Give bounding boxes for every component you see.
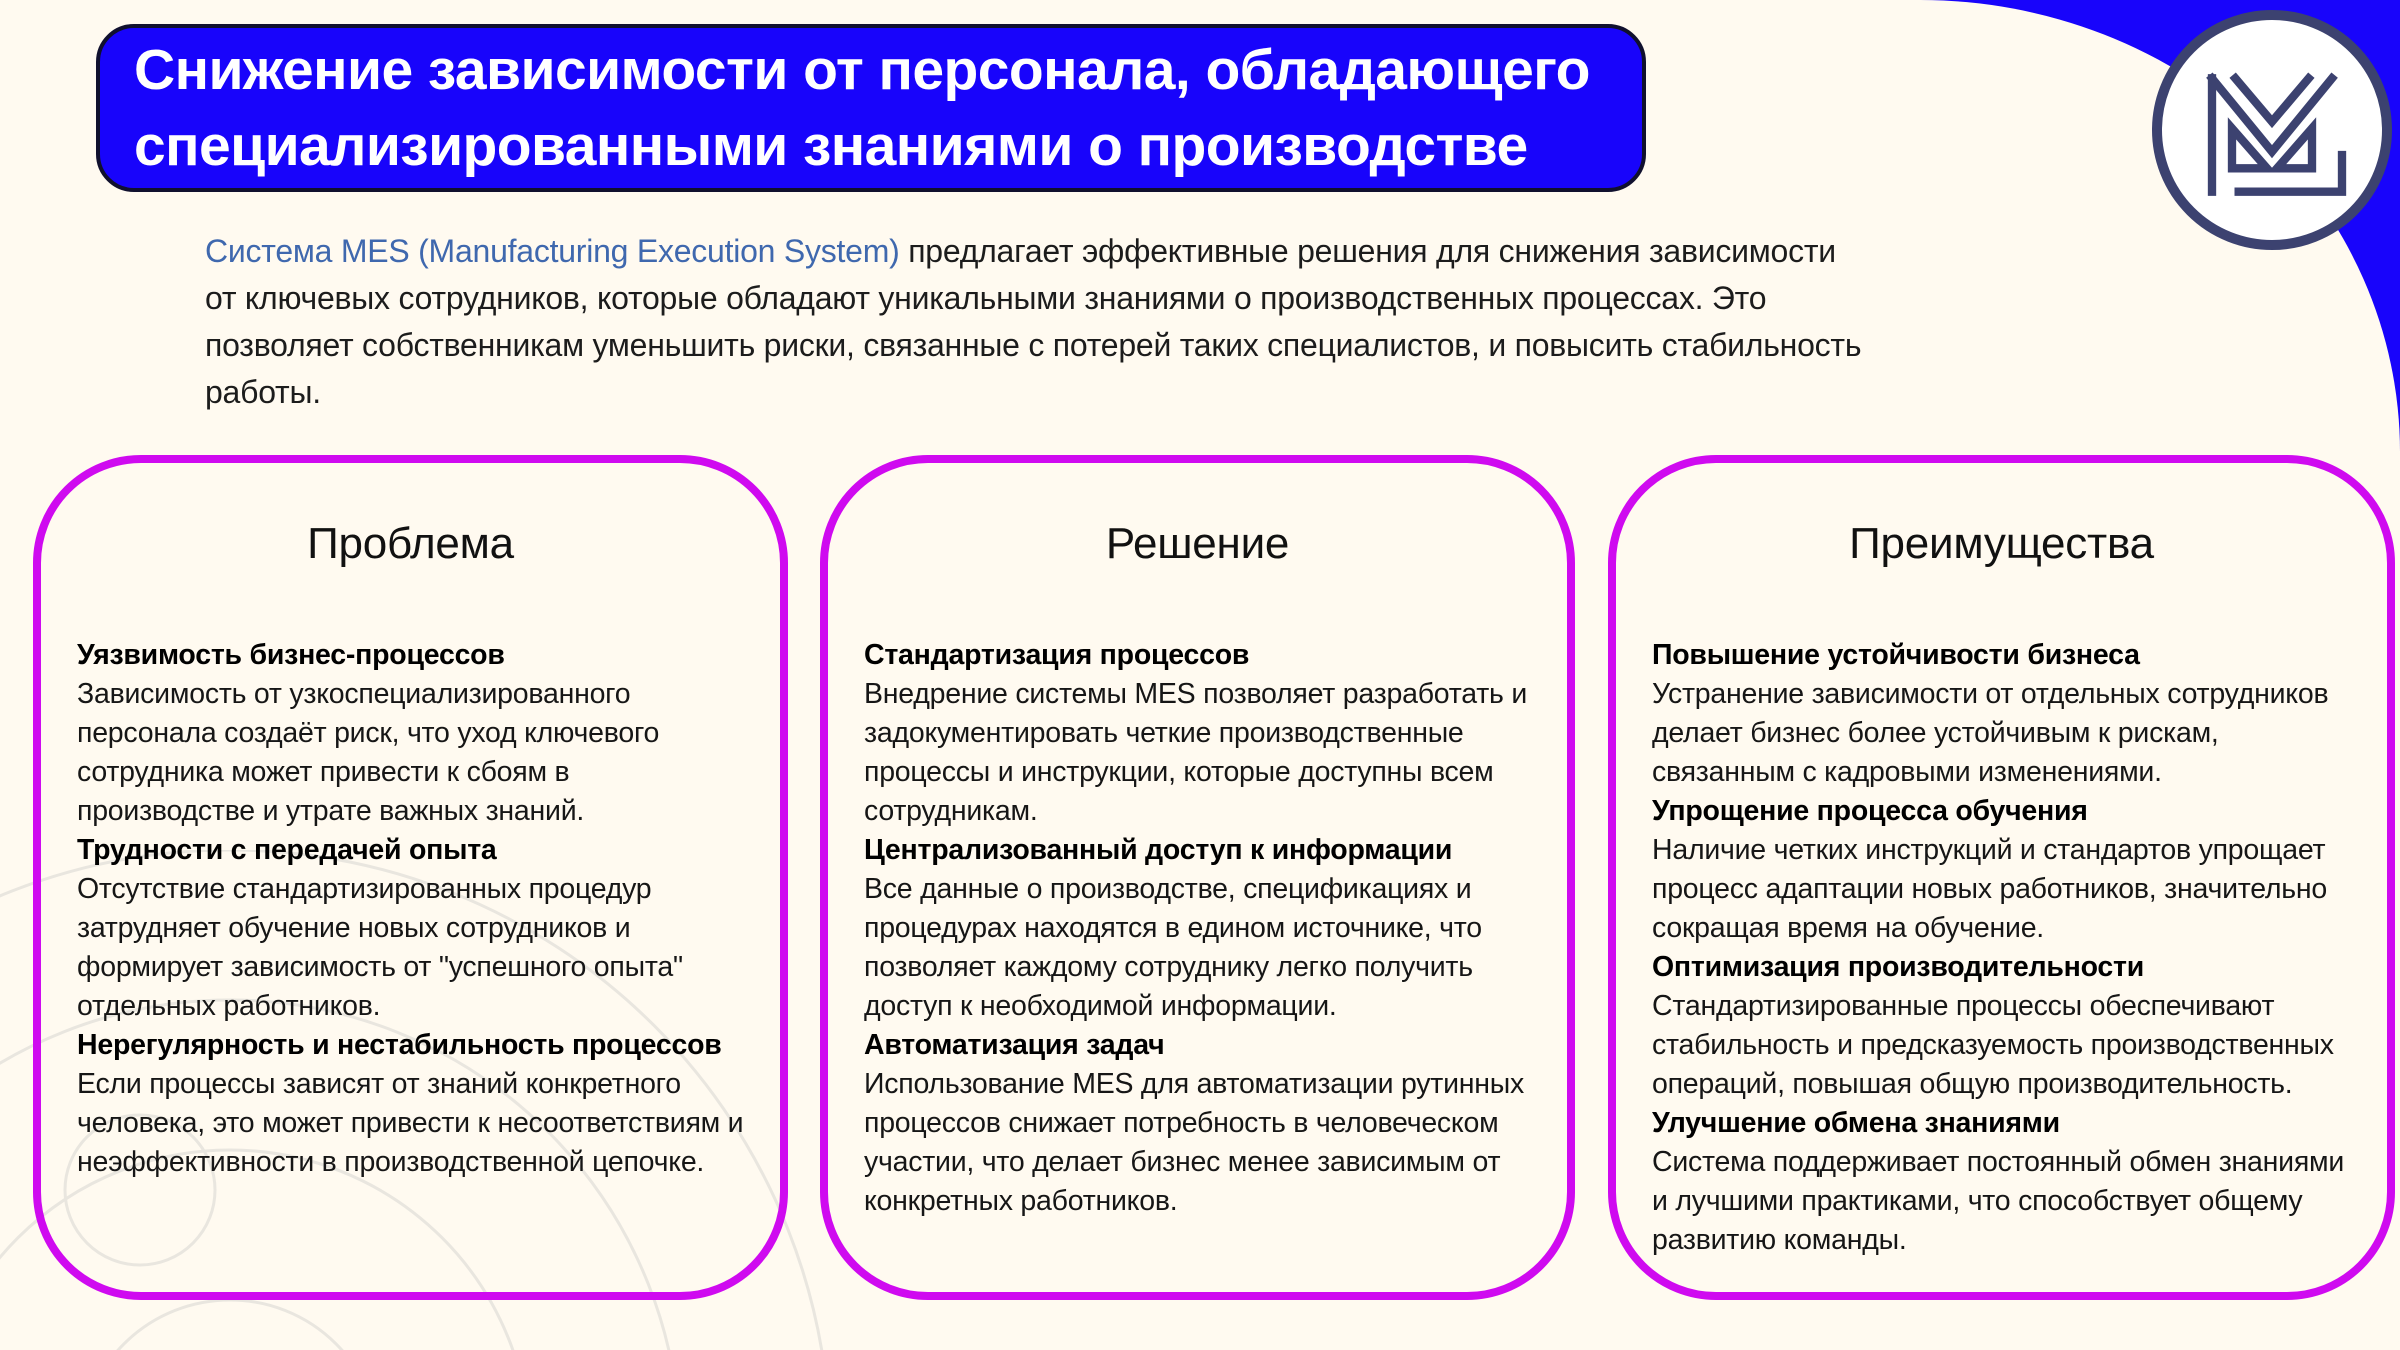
- card-solution-title: Решение: [1105, 519, 1290, 568]
- item-heading: Нерегулярность и нестабильность процессов: [77, 1029, 722, 1061]
- item-heading: Автоматизация задач: [864, 1029, 1165, 1061]
- card-problem-body: [77, 636, 744, 1182]
- card-benefits-body: [1652, 636, 2351, 1260]
- item-body: Использование MES для автоматизации рутинных процессов снижает потребность в человеческом участии, что делает бизнес менее зависимым от конкретных работников.: [864, 1068, 1524, 1217]
- page-title-line-1: Снижение зависимости от персонала, обладающего: [134, 38, 1590, 102]
- item-heading: Централизованный доступ к информации: [864, 834, 1453, 866]
- item-heading: Оптимизация производительности: [1652, 951, 2145, 983]
- item-heading: Упрощение процесса обучения: [1652, 795, 2088, 827]
- item-body: Отсутствие стандартизированных процедур затрудняет обучение новых сотрудников и формирует зависимость от "успешного опыта" отдельных работников.: [77, 873, 683, 1022]
- item-body: Внедрение системы MES позволяет разработать и задокументировать четкие производственные процессы и инструкции, которые доступны всем сотрудникам.: [864, 678, 1528, 827]
- item-heading: Улучшение обмена знаниями: [1652, 1107, 2060, 1139]
- item-body: Стандартизированные процессы обеспечивают стабильность и предсказуемость производственных операций, повышая общую производительность.: [1652, 990, 2334, 1100]
- item-body: Устранение зависимости от отдельных сотрудников делает бизнес более устойчивым к рискам, связанным с кадровыми изменениями.: [1652, 678, 2329, 788]
- item-heading: Уязвимость бизнес-процессов: [77, 639, 505, 671]
- card-benefits: [1608, 455, 2395, 1300]
- card-solution-body: [864, 636, 1531, 1221]
- item-body: Если процессы зависят от знаний конкретного человека, это может привести к несоответствиям и неэффективности в производственной цепочке.: [77, 1068, 744, 1178]
- logo-badge: [2152, 10, 2392, 250]
- item-body: Все данные о производстве, спецификациях и процедурах находятся в едином источнике, что позволяет каждому сотруднику легко получить доступ к необходимой информации.: [864, 873, 1482, 1022]
- item-heading: Повышение устойчивости бизнеса: [1652, 639, 2140, 671]
- page-title-line-2: специализированными знаниями о производстве: [134, 114, 1528, 178]
- item-body: Зависимость от узкоспециализированного персонала создаёт риск, что уход ключевого сотрудника может привести к сбоям в производстве и утрате важных знаний.: [77, 678, 660, 827]
- intro-text: предлагает эффективные решения для снижения зависимости от ключевых сотрудников, которые обладают уникальными знаниями о производственных процессах. Это позволяет собственникам уменьшить риски, связанные с потерей таких специалистов, и повысить стабильность работы.: [205, 233, 1862, 410]
- title-banner: [96, 24, 1646, 192]
- item-heading: Трудности с передачей опыта: [77, 834, 497, 866]
- item-heading: Стандартизация процессов: [864, 639, 1250, 671]
- card-problem-title: Проблема: [307, 519, 514, 568]
- card-benefits-title: Преимущества: [1849, 519, 2154, 568]
- mv-monogram-icon: [2187, 55, 2357, 205]
- card-problem: [33, 455, 788, 1300]
- card-solution: [820, 455, 1575, 1300]
- mes-highlight-text: Система MES (Manufacturing Execution System): [205, 233, 900, 269]
- item-body: Наличие четких инструкций и стандартов упрощает процесс адаптации новых работников, значительно сокращая время на обучение.: [1652, 834, 2328, 944]
- item-body: Система поддерживает постоянный обмен знаниями и лучшими практиками, что способствует общему развитию команды.: [1652, 1146, 2345, 1256]
- intro-paragraph: [205, 228, 1865, 416]
